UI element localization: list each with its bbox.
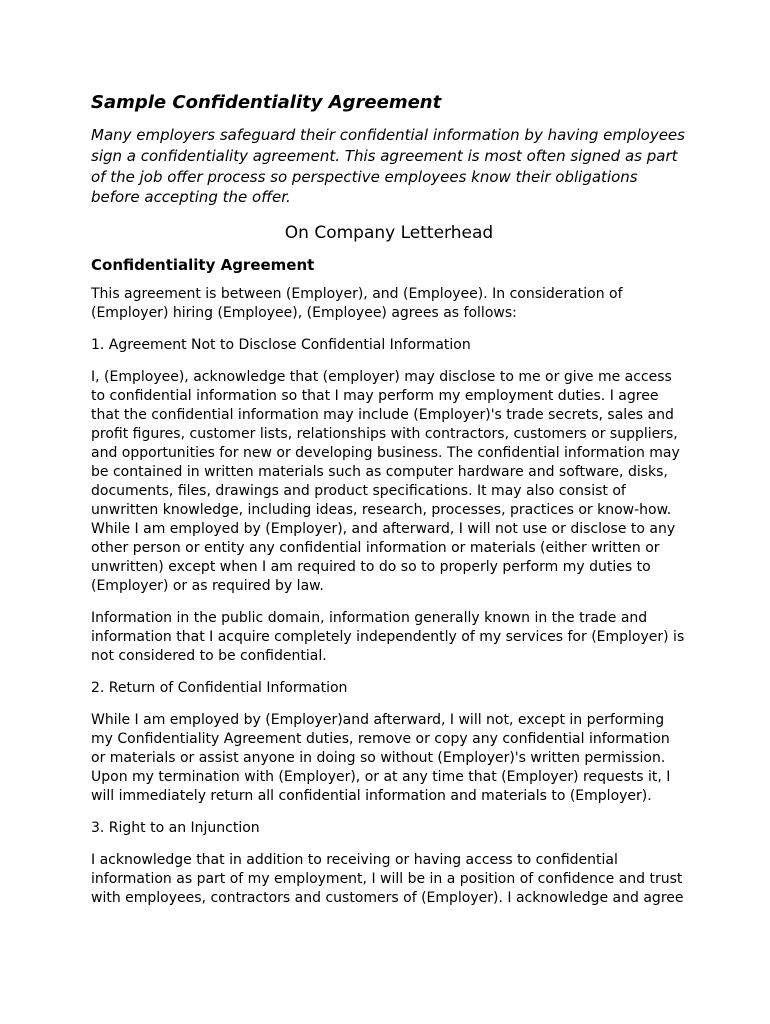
clause-2-paragraph: While I am employed by (Employer)and afterward, I will not, except in performing my Confidentiality Agreement duties, remove or copy any confidential information or materials or assist anyone in doing so without (Employer)'s written permission. Upon my termination with (Employer), or at any time that (Employer) requests it, I will immediately return all confidential information and materials to (Employer). [91,712,671,805]
agreement-heading: Confidentiality Agreement [91,256,315,275]
clause-1-paragraph-1: I, (Employee), acknowledge that (employer) may disclose to me or give me access to confidential information so that I may perform my employment duties. I agree that the confidential information may include (Employer)'s trade secrets, sales and profit figures, customer lists, relationships with contractors, customers or suppliers, and opportunities for new or developing business. The confidential information may be contained in written materials such as computer hardware and software, disks, documents, files, drawings and product specifications. It may also consist of unwritten knowledge, including ideas, research, processes, practices or know-how. While I am employed by (Employer), and afterward, I will not use or disclose to any other person or entity any confidential information or materials (either written or unwritten) except when I am required to do so to properly perform my duties to (Employer) or as required by law. [91,369,680,595]
opening-paragraph: This agreement is between (Employer), and (Employee). In consideration of (Employer) hiring (Employee), (Employee) agrees as follows: [91,286,623,322]
document-page [91,90,687,921]
intro-paragraph: Many employers safeguard their confidential information by having employees sign a confidentiality agreement. This agreement is most often signed as part of the job offer process so perspective employees know their obligations before accepting the offer. [91,126,685,207]
letterhead-placeholder: On Company Letterhead [284,223,494,244]
document-title: Sample Confidentiality Agreement [91,92,442,113]
clause-2-title: 2. Return of Confidential Information [91,680,348,697]
clause-3-title: 3. Right to an Injunction [91,820,260,837]
clause-3-paragraph: I acknowledge that in addition to receiving or having access to confidential information as part of my employment, I will be in a position of confidence and trust with employees, contractors and customers of (Employer). I acknowledge and agree [91,852,684,907]
clause-1-title: 1. Agreement Not to Disclose Confidential Information [91,337,471,354]
clause-1-paragraph-2: Information in the public domain, information generally known in the trade and information that I acquire completely independently of my services for (Employer) is not considered to be confidential. [91,610,685,665]
